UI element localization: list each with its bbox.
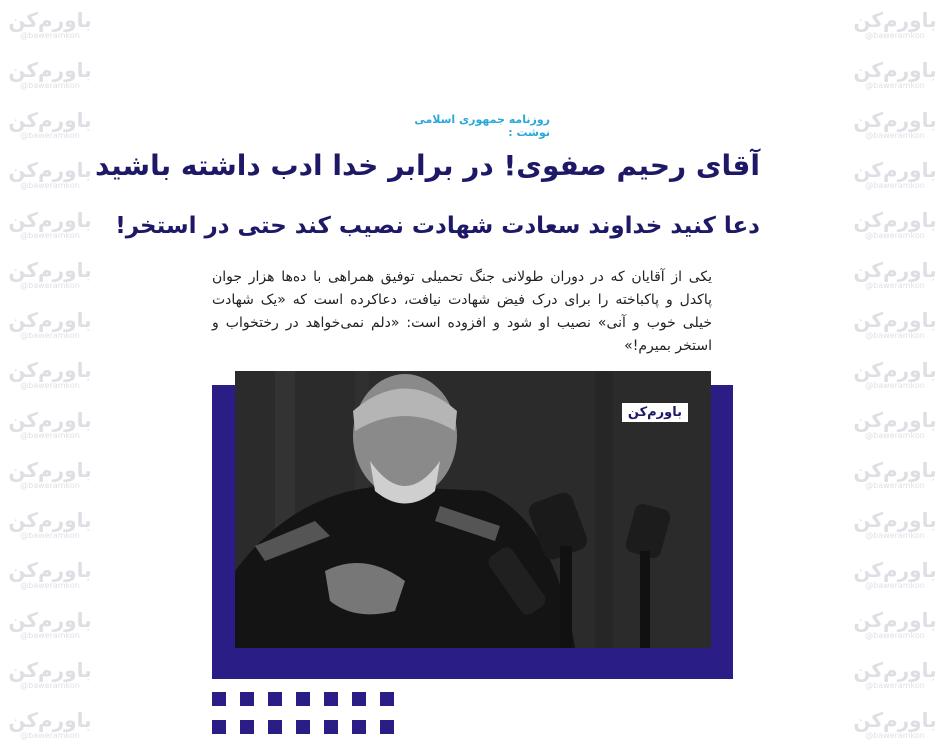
watermark-tile <box>0 500 100 550</box>
watermark-handle: @baweramkon <box>865 431 925 440</box>
watermark-handle: @baweramkon <box>865 731 925 740</box>
decorative-dot <box>240 720 254 734</box>
watermark-logo: باورم‌کن <box>8 608 92 632</box>
watermark-tile <box>0 0 100 50</box>
watermark-tile <box>845 700 945 750</box>
watermark-handle: @baweramkon <box>20 331 80 340</box>
watermark-logo: باورم‌کن <box>853 58 937 82</box>
watermark-logo: باورم‌کن <box>8 308 92 332</box>
watermark-logo: باورم‌کن <box>8 408 92 432</box>
watermark-tile <box>845 550 945 600</box>
watermark-tile <box>0 400 100 450</box>
watermark-tile <box>0 300 100 350</box>
watermark-handle: @baweramkon <box>865 481 925 490</box>
watermark-tile <box>0 350 100 400</box>
watermark-logo: باورم‌کن <box>853 258 937 282</box>
watermark-tile <box>0 700 100 750</box>
watermark-tile <box>0 550 100 600</box>
watermark-tile <box>845 400 945 450</box>
watermark-handle: @baweramkon <box>865 31 925 40</box>
decorative-dot <box>324 692 338 706</box>
watermark-logo: باورم‌کن <box>8 158 92 182</box>
watermark-logo: باورم‌کن <box>853 608 937 632</box>
watermark-tile <box>845 300 945 350</box>
watermark-logo: باورم‌کن <box>8 508 92 532</box>
decorative-dot <box>296 692 310 706</box>
watermark-tile <box>0 200 100 250</box>
watermark-handle: @baweramkon <box>20 681 80 690</box>
watermark-tile <box>845 50 945 100</box>
watermark-handle: @baweramkon <box>20 31 80 40</box>
headline-secondary: دعا کنید خداوند سعادت شهادت نصیب کند حتی در استخر! <box>115 213 760 239</box>
watermark-handle: @baweramkon <box>865 131 925 140</box>
watermark-logo: باورم‌کن <box>8 358 92 382</box>
watermark-logo: باورم‌کن <box>853 658 937 682</box>
article-body: یکی از آقایان که در دوران طولانی جنگ تحمیلی توفیق همراهی با ده‌ها هزار جوان پاکدل و پاکباخته را برای درک فیض شهادت نیافت، دعاکرده است که «یک شهادت خیلی خوب و آنی» نصیب او شود و افزوده است: «دلم نمی‌خواهد در رختخواب و استخر بمیرم!» <box>212 269 712 354</box>
watermark-logo: باورم‌کن <box>853 8 937 32</box>
decorative-dot <box>268 720 282 734</box>
watermark-handle: @baweramkon <box>20 381 80 390</box>
watermark-logo: باورم‌کن <box>8 108 92 132</box>
watermark-tile <box>845 0 945 50</box>
watermark-handle: @baweramkon <box>865 631 925 640</box>
watermark-logo: باورم‌کن <box>8 58 92 82</box>
watermark-tile <box>845 350 945 400</box>
watermark-logo: باورم‌کن <box>8 708 92 732</box>
watermark-tile <box>845 600 945 650</box>
speaker-photo <box>235 371 711 648</box>
watermark-logo: باورم‌کن <box>8 658 92 682</box>
decorative-dot <box>212 720 226 734</box>
watermark-tile <box>0 100 100 150</box>
decorative-dot <box>240 692 254 706</box>
watermark-handle: @baweramkon <box>865 531 925 540</box>
watermark-handle: @baweramkon <box>20 581 80 590</box>
watermark-logo: باورم‌کن <box>853 508 937 532</box>
watermark-logo: باورم‌کن <box>853 408 937 432</box>
watermark-handle: @baweramkon <box>865 381 925 390</box>
watermark-column-left <box>0 0 100 756</box>
watermark-handle: @baweramkon <box>20 431 80 440</box>
watermark-logo: باورم‌کن <box>853 308 937 332</box>
watermark-handle: @baweramkon <box>20 731 80 740</box>
watermark-handle: @baweramkon <box>865 181 925 190</box>
decorative-dot <box>380 720 394 734</box>
watermark-tile <box>845 200 945 250</box>
source-line: روزنامه جمهوری اسلامی نوشت : <box>414 113 550 139</box>
watermark-tile <box>0 50 100 100</box>
decorative-dot <box>352 720 366 734</box>
decorative-dot-grid <box>212 692 402 742</box>
watermark-handle: @baweramkon <box>20 631 80 640</box>
watermark-handle: @baweramkon <box>865 231 925 240</box>
decorative-dot <box>380 692 394 706</box>
watermark-tile <box>0 250 100 300</box>
watermark-handle: @baweramkon <box>865 681 925 690</box>
decorative-dot <box>268 692 282 706</box>
watermark-logo: باورم‌کن <box>853 108 937 132</box>
watermark-tile <box>0 450 100 500</box>
watermark-tile <box>845 250 945 300</box>
watermark-logo: باورم‌کن <box>853 158 937 182</box>
watermark-tile <box>0 600 100 650</box>
watermark-logo: باورم‌کن <box>8 558 92 582</box>
watermark-tile <box>0 650 100 700</box>
watermark-logo: باورم‌کن <box>853 708 937 732</box>
watermark-handle: @baweramkon <box>865 81 925 90</box>
watermark-handle: @baweramkon <box>20 131 80 140</box>
watermark-handle: @baweramkon <box>20 231 80 240</box>
watermark-handle: @baweramkon <box>20 81 80 90</box>
decorative-dot <box>324 720 338 734</box>
decorative-dot <box>352 692 366 706</box>
watermark-tile <box>845 650 945 700</box>
watermark-tile <box>845 450 945 500</box>
watermark-logo: باورم‌کن <box>8 458 92 482</box>
decorative-dot <box>296 720 310 734</box>
watermark-handle: @baweramkon <box>865 331 925 340</box>
watermark-handle: @baweramkon <box>20 281 80 290</box>
decorative-dot <box>212 692 226 706</box>
headline-primary: آقای رحیم صفوی! در برابر خدا ادب داشته باشید <box>94 149 760 182</box>
watermark-tile <box>845 150 945 200</box>
watermark-handle: @baweramkon <box>20 481 80 490</box>
watermark-logo: باورم‌کن <box>8 258 92 282</box>
watermark-handle: @baweramkon <box>865 581 925 590</box>
watermark-handle: @baweramkon <box>865 281 925 290</box>
brand-logo-overlay: باورم‌کن <box>622 403 688 422</box>
watermark-logo: باورم‌کن <box>853 558 937 582</box>
watermark-handle: @baweramkon <box>20 531 80 540</box>
watermark-logo: باورم‌کن <box>853 208 937 232</box>
watermark-logo: باورم‌کن <box>8 8 92 32</box>
watermark-handle: @baweramkon <box>20 181 80 190</box>
watermark-logo: باورم‌کن <box>853 358 937 382</box>
watermark-logo: باورم‌کن <box>8 208 92 232</box>
watermark-tile <box>0 150 100 200</box>
watermark-column-right <box>845 0 945 756</box>
watermark-tile <box>845 500 945 550</box>
watermark-logo: باورم‌کن <box>853 458 937 482</box>
watermark-tile <box>845 100 945 150</box>
